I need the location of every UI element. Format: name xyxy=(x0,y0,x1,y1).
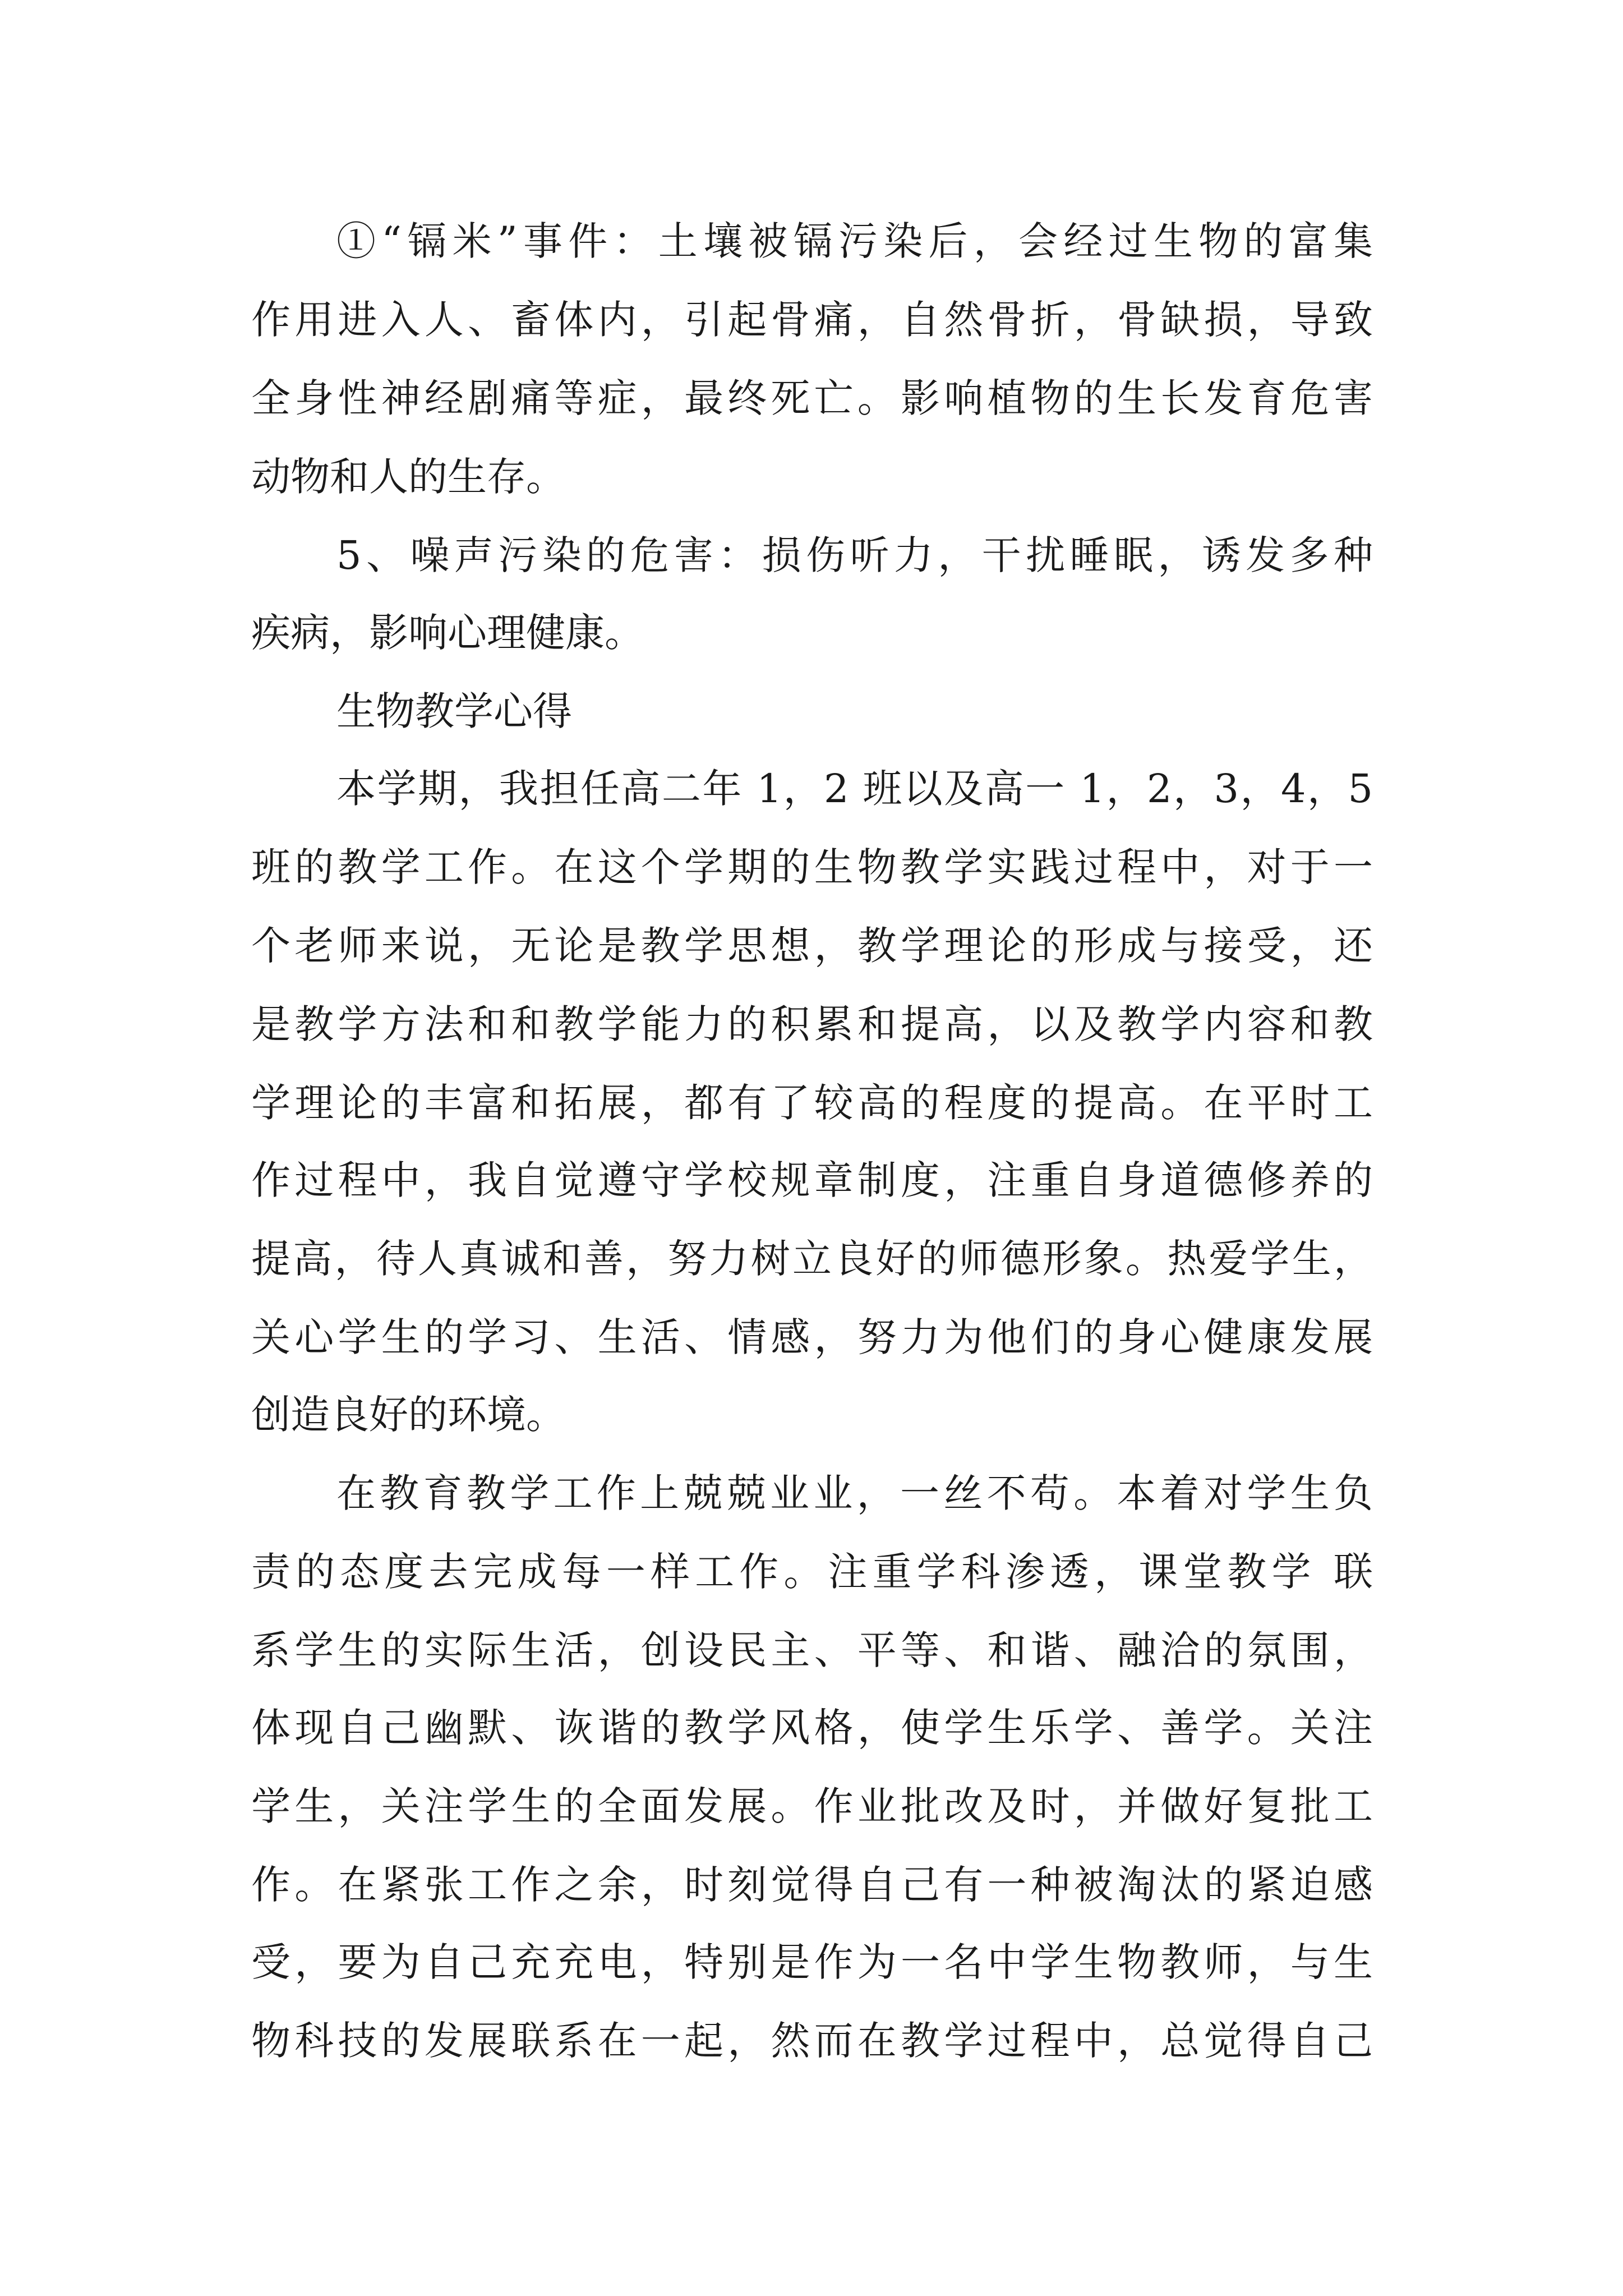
text-line: 个老师来说，无论是教学思想，教学理论的形成与接受，还 xyxy=(251,923,1373,969)
text-line: 提高，待人真诚和善，努力树立良好的师德形象。热爱学生， xyxy=(251,1236,1373,1282)
text-line: 在教育教学工作上兢兢业业，一丝不苟。本着对学生负 xyxy=(336,1470,1373,1516)
text-line: 作过程中，我自觉遵守学校规章制度，注重自身道德修养的 xyxy=(251,1157,1373,1203)
text-line: 体现自己幽默、诙谐的教学风格，使学生乐学、善学。关注 xyxy=(251,1705,1373,1751)
text-line: ①“镉米”事件：土壤被镉污染后，会经过生物的富集 xyxy=(336,218,1373,264)
text-line: 系学生的实际生活，创设民主、平等、和谐、融洽的氛围， xyxy=(251,1627,1373,1673)
text-line: 关心学生的学习、生活、情感，努力为他们的身心健康发展 xyxy=(251,1314,1373,1360)
section-heading: 生物教学心得 xyxy=(336,688,572,734)
text-line: 受，要为自己充充电，特别是作为一名中学生物教师，与生 xyxy=(251,1939,1373,1985)
text-line: 动物和人的生存。 xyxy=(251,454,565,500)
text-line: 是教学方法和和教学能力的积累和提高，以及教学内容和教 xyxy=(251,1001,1373,1047)
text-line: 责的态度去完成每一样工作。注重学科渗透，课堂教学 联 xyxy=(251,1549,1373,1595)
text-line: 作用进入人、畜体内，引起骨痛，自然骨折，骨缺损，导致 xyxy=(251,297,1373,343)
text-line: 作。在紧张工作之余，时刻觉得自己有一种被淘汰的紧迫感 xyxy=(251,1862,1373,1908)
text-line: 学理论的丰富和拓展，都有了较高的程度的提高。在平时工 xyxy=(251,1080,1373,1126)
text-line: 学生，关注学生的全面发展。作业批改及时，并做好复批工 xyxy=(251,1783,1373,1829)
text-line: 创造良好的环境。 xyxy=(251,1392,565,1438)
text-line: 本学期，我担任高二年 1，2 班以及高一 1，2，3，4，5 xyxy=(336,766,1373,812)
text-line: 疾病，影响心理健康。 xyxy=(251,610,644,656)
text-line: 班的教学工作。在这个学期的生物教学实践过程中，对于一 xyxy=(251,844,1373,890)
text-line: 全身性神经剧痛等症，最终死亡。影响植物的生长发育危害 xyxy=(251,375,1373,421)
text-line: 物科技的发展联系在一起，然而在教学过程中，总觉得自己 xyxy=(251,2018,1373,2064)
text-line: 5、噪声污染的危害：损伤听力，干扰睡眠，诱发多种 xyxy=(336,532,1373,578)
